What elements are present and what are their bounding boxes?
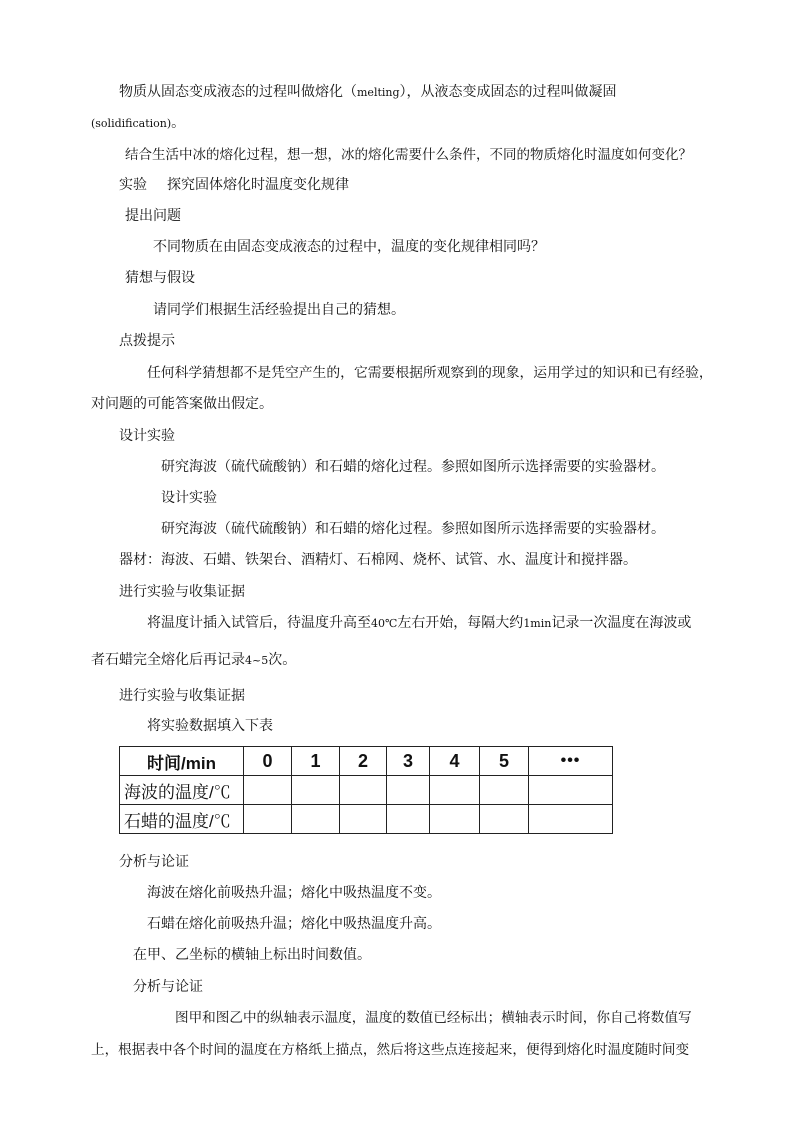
- text-segment: 左右开始，每隔大约: [397, 615, 524, 631]
- heading-tip: 点拨提示: [119, 333, 175, 349]
- table-cell-empty[interactable]: [480, 776, 529, 805]
- text-segment: 。: [171, 115, 186, 131]
- table-header-label: 时间/min: [120, 747, 244, 776]
- heading-question: 提出问题: [125, 208, 181, 224]
- text-segment: 记录一次温度在海波或: [551, 615, 692, 631]
- data-table: [119, 746, 613, 834]
- final-line-2: 上，根据表中各个时间的温度在方格纸上描点，然后将这些点连接起来，便得到熔化时温度随时间变: [91, 1042, 690, 1058]
- table-row-label: 海波的温度/℃: [120, 776, 244, 805]
- intro-line-2: [91, 113, 185, 134]
- think-question: 结合生活中冰的熔化过程，想一想，冰的熔化需要什么条件，不同的物质熔化时温度如何变化？: [125, 147, 692, 163]
- conduct-line-1: [147, 613, 691, 634]
- table-cell-empty[interactable]: [340, 805, 387, 834]
- text-segment: 者石蜡完全熔化后再记录: [91, 652, 245, 668]
- fill-table-instruction: 将实验数据填入下表: [147, 718, 273, 734]
- heading-conduct-repeat: 进行实验与收集证据: [119, 688, 245, 704]
- experiment-heading: [119, 175, 349, 195]
- heading-analysis: 分析与论证: [119, 854, 189, 870]
- experiment-title: 探究固体熔化时温度变化规律: [167, 177, 349, 193]
- text-segment: 将温度计插入试管后，待温度升高至: [147, 615, 371, 631]
- term-solidification: (solidification): [91, 117, 172, 130]
- table-cell-empty[interactable]: [387, 805, 430, 834]
- table-cell-empty[interactable]: [387, 776, 430, 805]
- interval-value: 1min: [523, 617, 552, 630]
- table-cell-empty[interactable]: [529, 776, 613, 805]
- text-segment: ），从液态变成固态的过程叫做凝固: [399, 84, 617, 100]
- table-cell-empty[interactable]: [244, 776, 292, 805]
- conduct-line-2: [91, 650, 296, 671]
- table-cell-empty[interactable]: [430, 776, 480, 805]
- heading-conduct: 进行实验与收集证据: [119, 584, 245, 600]
- table-time-cell: 0: [244, 747, 292, 776]
- table-time-cell: 4: [430, 747, 480, 776]
- question-text: 不同物质在由固态变成液态的过程中，温度的变化规律相同吗？: [153, 239, 545, 255]
- table-cell-empty[interactable]: [292, 805, 340, 834]
- table-cell-empty[interactable]: [292, 776, 340, 805]
- table-cell-empty[interactable]: [244, 805, 292, 834]
- table-cell-empty[interactable]: [529, 805, 613, 834]
- table-time-cell-ellipsis: •••: [529, 747, 613, 776]
- hypothesis-text: 请同学们根据生活经验提出自己的猜想。: [153, 302, 405, 318]
- heading-design: 设计实验: [119, 428, 175, 444]
- equipment-text: 器材：海波、石蜡、铁架台、酒精灯、石棉网、烧杯、试管、水、温度计和搅拌器。: [119, 552, 637, 568]
- text-segment: 次。: [268, 652, 297, 668]
- final-line-1: 图甲和图乙中的纵轴表示温度，温度的数值已经标出；横轴表示时间，你自己将数值写: [175, 1010, 692, 1026]
- text-segment: 物质从固态变成液态的过程叫做熔化（: [119, 84, 357, 100]
- heading-design-repeat: 设计实验: [161, 490, 217, 506]
- table-time-cell: 1: [292, 747, 340, 776]
- experiment-label: 实验: [119, 177, 147, 193]
- temperature-value: 40℃: [371, 617, 398, 630]
- table-time-cell: 3: [387, 747, 430, 776]
- record-count: 4~5: [245, 654, 269, 667]
- table-time-cell: 2: [340, 747, 387, 776]
- tip-line-1: 任何科学猜想都不是凭空产生的，它需要根据所观察到的现象，运用学过的知识和已有经验，: [147, 365, 713, 381]
- table-row-label: 石蜡的温度/℃: [120, 805, 244, 834]
- intro-line-1: [119, 82, 617, 103]
- table-cell-empty[interactable]: [340, 776, 387, 805]
- design-text-repeat: 研究海波（硫代硫酸钠）和石蜡的熔化过程。参照如图所示选择需要的实验器材。: [161, 521, 665, 537]
- table-row-paraffin: [120, 805, 613, 834]
- design-text: 研究海波（硫代硫酸钠）和石蜡的熔化过程。参照如图所示选择需要的实验器材。: [161, 459, 665, 475]
- heading-analysis-repeat: 分析与论证: [133, 979, 203, 995]
- axis-note: 在甲、乙坐标的横轴上标出时间数值。: [133, 947, 371, 963]
- analysis-line-1: 海波在熔化前吸热升温；熔化中吸热温度不变。: [147, 885, 441, 901]
- table-cell-empty[interactable]: [430, 805, 480, 834]
- table-cell-empty[interactable]: [480, 805, 529, 834]
- term-melting: melting: [357, 86, 400, 99]
- tip-line-2: 对问题的可能答案做出假定。: [91, 396, 273, 412]
- table-time-cell: 5: [480, 747, 529, 776]
- analysis-line-2: 石蜡在熔化前吸热升温；熔化中吸热温度升高。: [147, 916, 441, 932]
- heading-hypothesis: 猜想与假设: [125, 270, 195, 286]
- table-row-time: [120, 747, 613, 776]
- table-row-hypo: [120, 776, 613, 805]
